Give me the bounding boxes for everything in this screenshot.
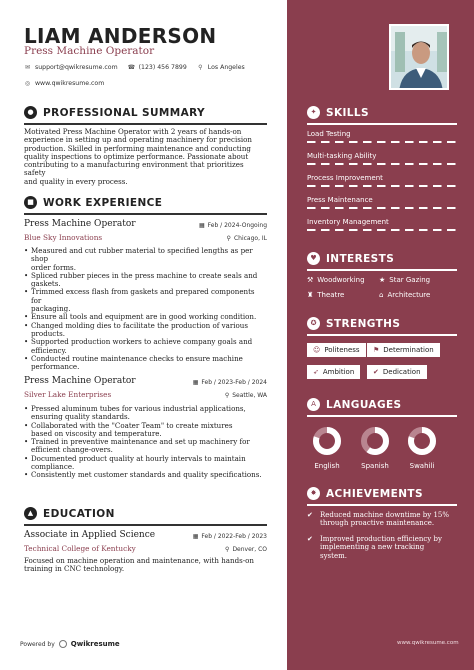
achievement-line: through proactive maintenance. — [320, 519, 435, 528]
globe-icon: ◎ — [24, 80, 31, 87]
briefcase-icon: ■ — [24, 196, 37, 209]
rocket-icon: ➶ — [313, 368, 319, 376]
skill-bar — [307, 141, 457, 143]
qwikresume-logo-icon — [59, 640, 67, 648]
phone-item[interactable] — [128, 64, 187, 71]
location-pin-icon: ⚲ — [226, 235, 231, 242]
location-text: Los Angeles — [207, 64, 245, 71]
skill-bar — [307, 163, 457, 165]
bullet-line: performance. — [31, 362, 80, 372]
email-item[interactable] — [24, 64, 118, 71]
job-title: Press Machine Operator — [24, 219, 136, 229]
footer-url[interactable]: www.qwikresume.com — [397, 640, 459, 646]
list-item — [24, 322, 267, 339]
job-company: Blue Sky Innovations — [24, 233, 103, 242]
smile-icon: ☺ — [313, 346, 321, 354]
check-badge-icon: ✔ — [307, 511, 313, 519]
right-column — [287, 0, 474, 670]
bullet-line: compliance. — [31, 462, 75, 472]
bullet-line: products. — [31, 328, 66, 338]
achievement-line: implementing a new tracking — [320, 543, 425, 552]
bullet-line: • Spliced rubber pieces in the press machine to create seals and — [31, 270, 258, 280]
summary-title: PROFESSIONAL SUMMARY — [43, 106, 206, 119]
skill-item — [307, 174, 457, 187]
email-text: support@qwikresume.com — [35, 64, 118, 71]
school-name: Technical College of Kentucky — [24, 544, 136, 553]
skill-item — [307, 196, 457, 209]
phone-text: (123) 456 7899 — [138, 64, 187, 71]
interest-label: Woodworking — [317, 276, 365, 284]
achievement-line: system. — [320, 551, 347, 560]
job-title: Press Machine Operator — [24, 376, 136, 386]
skill-label: Load Testing — [307, 130, 351, 138]
achievement-item — [307, 511, 457, 528]
language-label: Swahili — [409, 462, 435, 470]
profile-photo — [389, 24, 449, 90]
bullet-line: • Ensure all tools and equipment are in good working condition. — [31, 312, 257, 322]
strength-label: Determination — [383, 346, 434, 354]
calendar-icon: ▦ — [192, 533, 199, 540]
strength-label: Dedication — [382, 368, 421, 376]
calendar-icon: ▦ — [198, 222, 205, 229]
strengths-title: STRENGTHS — [326, 317, 401, 330]
list-item — [24, 455, 267, 472]
degree-title: Associate in Applied Science — [24, 530, 156, 540]
hammer-icon: ⚒ — [307, 276, 314, 284]
interest-item — [307, 276, 365, 284]
languages-title: LANGUAGES — [326, 398, 402, 411]
skill-label: Multi-tasking Ability — [307, 152, 377, 160]
job-bullets — [24, 247, 267, 371]
experience-title: WORK EXPERIENCE — [43, 196, 163, 209]
candidate-name: LIAM ANDERSON — [24, 24, 217, 48]
summary-line: and quality in every process. — [24, 176, 128, 186]
lightbulb-icon: ✦ — [307, 106, 320, 119]
graduation-cap-icon: ▲ — [24, 507, 37, 520]
interests-title: INTERESTS — [326, 252, 395, 265]
skills-divider — [307, 123, 457, 125]
bullet-line: gaskets. — [31, 279, 61, 289]
list-item — [24, 288, 267, 313]
job-date-text: Feb / 2024-Ongoing — [207, 222, 267, 229]
interest-label: Architecture — [387, 291, 431, 299]
bullet-line: packaging. — [31, 304, 71, 314]
strength-badge — [307, 343, 366, 357]
languages-divider — [307, 415, 457, 417]
bullet-line: • Collaborated with the "Coater Team" to create mixtures — [31, 420, 233, 430]
check-icon: ✔ — [373, 368, 379, 376]
check-badge-icon: ✔ — [307, 535, 313, 543]
footer — [20, 640, 120, 648]
languages-heading — [307, 398, 457, 411]
flag-icon: ⚑ — [373, 346, 380, 354]
star-icon: ★ — [379, 276, 386, 284]
skill-label: Inventory Management — [307, 218, 389, 226]
list-item — [24, 405, 267, 422]
user-icon: ● — [24, 106, 37, 119]
language-level-ring — [312, 426, 342, 456]
email-icon: ✉ — [24, 64, 31, 71]
list-item — [24, 438, 267, 455]
summary-text — [24, 128, 267, 186]
skills-title: SKILLS — [326, 106, 369, 119]
language-level-ring — [407, 426, 437, 456]
interest-item — [379, 276, 430, 284]
job-location-text: Seattle, WA — [232, 392, 267, 399]
education-title: EDUCATION — [43, 507, 115, 520]
achievement-item — [307, 535, 457, 560]
phone-icon: ☎ — [127, 64, 136, 71]
list-item — [24, 247, 267, 272]
job-date — [199, 222, 267, 229]
skill-bar — [307, 207, 457, 209]
skill-item — [307, 130, 457, 143]
heart-icon: ♥ — [307, 252, 320, 265]
bullet-line: order forms. — [31, 262, 76, 272]
language-level-ring — [360, 426, 390, 456]
list-item — [24, 355, 267, 372]
achievements-heading — [307, 487, 457, 500]
education-divider — [24, 524, 267, 526]
skill-item — [307, 152, 457, 165]
strength-badge — [367, 365, 427, 379]
translate-icon: A — [307, 398, 320, 411]
skill-item — [307, 218, 457, 231]
education-location — [225, 546, 267, 553]
job-bullets — [24, 405, 267, 480]
bullet-line: • Supported production workers to achieve company goals and — [31, 337, 253, 347]
education-line: training in CNC technology. — [24, 564, 125, 574]
contact-row — [24, 64, 245, 71]
strength-label: Politeness — [324, 346, 360, 354]
strength-label: Ambition — [322, 368, 355, 376]
job-location — [227, 235, 267, 242]
language-label: English — [314, 462, 340, 470]
education-location-text: Denver, CO — [232, 546, 267, 553]
list-item — [24, 338, 267, 355]
list-item — [24, 272, 267, 289]
location-pin-icon: ⚲ — [225, 546, 230, 553]
job-location-text: Chicago, IL — [233, 235, 267, 242]
skills-heading — [307, 106, 457, 119]
candidate-role: Press Machine Operator — [24, 45, 155, 57]
bullet-line: • Changed molding dies to facilitate the production of various — [31, 320, 248, 330]
calendar-icon: ▦ — [192, 379, 199, 386]
language-item — [397, 426, 447, 470]
language-item — [350, 426, 400, 470]
website-text: www.qwikresume.com — [35, 80, 105, 87]
interest-label: Star Gazing — [389, 276, 431, 284]
bullet-line: • Documented product quality at hourly intervals to maintain — [31, 453, 246, 463]
powered-by-text: Powered by — [20, 640, 55, 648]
interest-item — [307, 291, 344, 299]
job-location — [225, 392, 267, 399]
experience-heading — [24, 196, 267, 209]
list-item — [24, 422, 267, 439]
skill-label: Process Improvement — [307, 174, 383, 182]
medal-icon: ✸ — [307, 487, 320, 500]
person-photo-icon — [391, 26, 449, 90]
experience-divider — [24, 213, 267, 215]
summary-heading — [24, 106, 267, 119]
theatre-icon: ♜ — [307, 291, 314, 299]
interest-label: Theatre — [317, 291, 345, 299]
language-label: Spanish — [361, 462, 389, 470]
location-pin-icon: ⚲ — [198, 64, 203, 71]
bullet-line: • Pressed aluminum tubes for various industrial applications, — [31, 404, 246, 413]
education-text — [24, 557, 267, 574]
bullet-line: ensuring quality standards. — [31, 412, 130, 422]
strengths-divider — [307, 334, 457, 336]
bullet-line: • Measured and cut rubber material to specified lengths as per shop — [31, 246, 253, 264]
interests-divider — [307, 269, 457, 271]
architecture-icon: ⌂ — [379, 291, 384, 299]
list-item — [24, 471, 267, 479]
bullet-line: • Consistently met customer standards and quality specifications. — [31, 470, 262, 480]
interests-heading — [307, 252, 457, 265]
skill-bar — [307, 229, 457, 231]
website-item[interactable] — [24, 80, 104, 87]
strengths-heading — [307, 317, 457, 330]
job-date — [193, 379, 267, 386]
bullet-line: efficient change-overs. — [31, 445, 113, 455]
achievements-title: ACHIEVEMENTS — [326, 487, 423, 500]
education-line: Focused on machine operation and maintenance, with hands-on — [24, 556, 254, 565]
education-date-text: Feb / 2022-Feb / 2023 — [201, 533, 267, 540]
strength-badge — [307, 365, 360, 379]
bullet-line: • Conducted routine maintenance checks to ensure machine — [31, 353, 243, 363]
bullet-line: based on viscosity and temperature. — [31, 428, 162, 438]
achievement-line: Reduced machine downtime by 15% — [320, 511, 449, 519]
bullet-line: • Trained in preventive maintenance and set up machinery for — [31, 437, 250, 447]
bullet-line: efficiency. — [31, 345, 67, 355]
interest-item — [379, 291, 430, 299]
summary-line: contributing to a manufacturing environment that prioritizes safety — [24, 160, 244, 178]
achievements-divider — [307, 504, 457, 506]
location-item — [197, 64, 245, 71]
summary-divider — [24, 123, 267, 125]
education-date — [193, 533, 267, 540]
summary-line: quality inspections to optimize performance. Passionate about — [24, 151, 249, 161]
skill-bar — [307, 185, 457, 187]
skill-label: Press Maintenance — [307, 196, 373, 204]
brand-name[interactable]: Qwikresume — [70, 640, 120, 648]
bullet-line: • Trimmed excess flash from gaskets and prepared components for — [31, 287, 255, 305]
language-item — [302, 426, 352, 470]
job-date-text: Feb / 2023-Feb / 2024 — [201, 379, 267, 386]
trophy-icon: ✪ — [307, 317, 320, 330]
summary-line: Motivated Press Machine Operator with 2 years of hands-on — [24, 127, 242, 136]
education-heading — [24, 507, 267, 520]
job-company: Silver Lake Enterprises — [24, 390, 112, 399]
strength-badge — [367, 343, 440, 357]
summary-line: production. Skilled in performing maintenance and conducting — [24, 143, 251, 153]
summary-line: experience in setting up and operating machinery for precision — [24, 135, 252, 145]
achievement-line: Improved production efficiency by — [320, 535, 442, 543]
location-pin-icon: ⚲ — [224, 392, 230, 399]
